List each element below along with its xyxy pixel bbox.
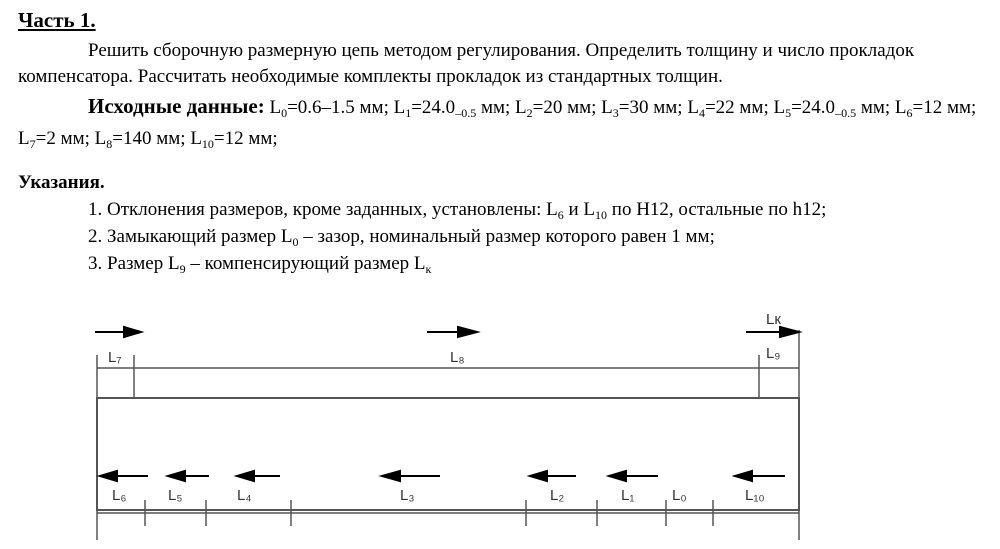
label-l5: L₅ <box>168 487 183 504</box>
bottom-arrows <box>100 471 785 481</box>
label-l2: L₂ <box>550 487 565 504</box>
label-l6: L₆ <box>112 487 127 504</box>
source-value: $L_7=2$ мм; <box>18 128 95 151</box>
label-l3: L₃ <box>400 487 415 504</box>
label-l7: L₇ <box>108 349 122 366</box>
source-value: $L_8=140$ мм; <box>94 128 191 151</box>
instructions-heading: Указания. <box>18 172 105 193</box>
assembly-outline <box>97 398 799 510</box>
label-l4: L₄ <box>237 487 252 504</box>
instruction-item-3: 3. Размер $L_9$ – компенсирующий размер $L_к$ <box>88 253 432 276</box>
instruction-item-1: 1. Отклонения размеров, кроме заданных, установлены: $L_6$ и $L_{10}$ по H12, остальные по h12; <box>88 199 827 222</box>
source-value: $L_1=24.0_{-0.5}$ мм; <box>393 97 516 120</box>
part-title: Часть 1. <box>18 8 96 32</box>
source-value: $L_0=0.6-1.5$ мм; <box>269 97 394 120</box>
dimension-chain-diagram <box>0 300 1000 549</box>
source-value: $L_2=20$ мм; <box>515 97 602 120</box>
source-data <box>18 93 988 157</box>
label-l8: L₈ <box>450 349 465 366</box>
label-l1: L₁ <box>621 487 635 504</box>
top-arrows <box>95 327 799 337</box>
source-value: $L_3=30$ мм; <box>601 97 688 120</box>
label-l9: L₉ <box>766 345 781 362</box>
source-value: $L_{10}=12$ мм; <box>190 128 278 151</box>
label-l10: L₁₀ <box>745 487 765 504</box>
source-value: $L_5=24.0_{-0.5}$ мм; <box>773 97 895 120</box>
task-statement: Решить сборочную размерную цепь методом регулирования. Определить толщину и число прокладок компенсатора. Рассчитать необходимые комплекты прокладок из стандартных толщин. <box>18 40 915 87</box>
source-data-label: Исходные данные: <box>88 94 265 118</box>
source-value: $L_6=12$ мм; <box>894 97 977 120</box>
instruction-item-2: 2. Замыкающий размер $L_0$ – зазор, номинальный размер которого равен 1 мм; <box>88 226 715 249</box>
label-l0: L₀ <box>672 487 687 504</box>
label-lk: Lк <box>766 311 781 328</box>
source-value: $L_4=22$ мм; <box>687 97 774 120</box>
